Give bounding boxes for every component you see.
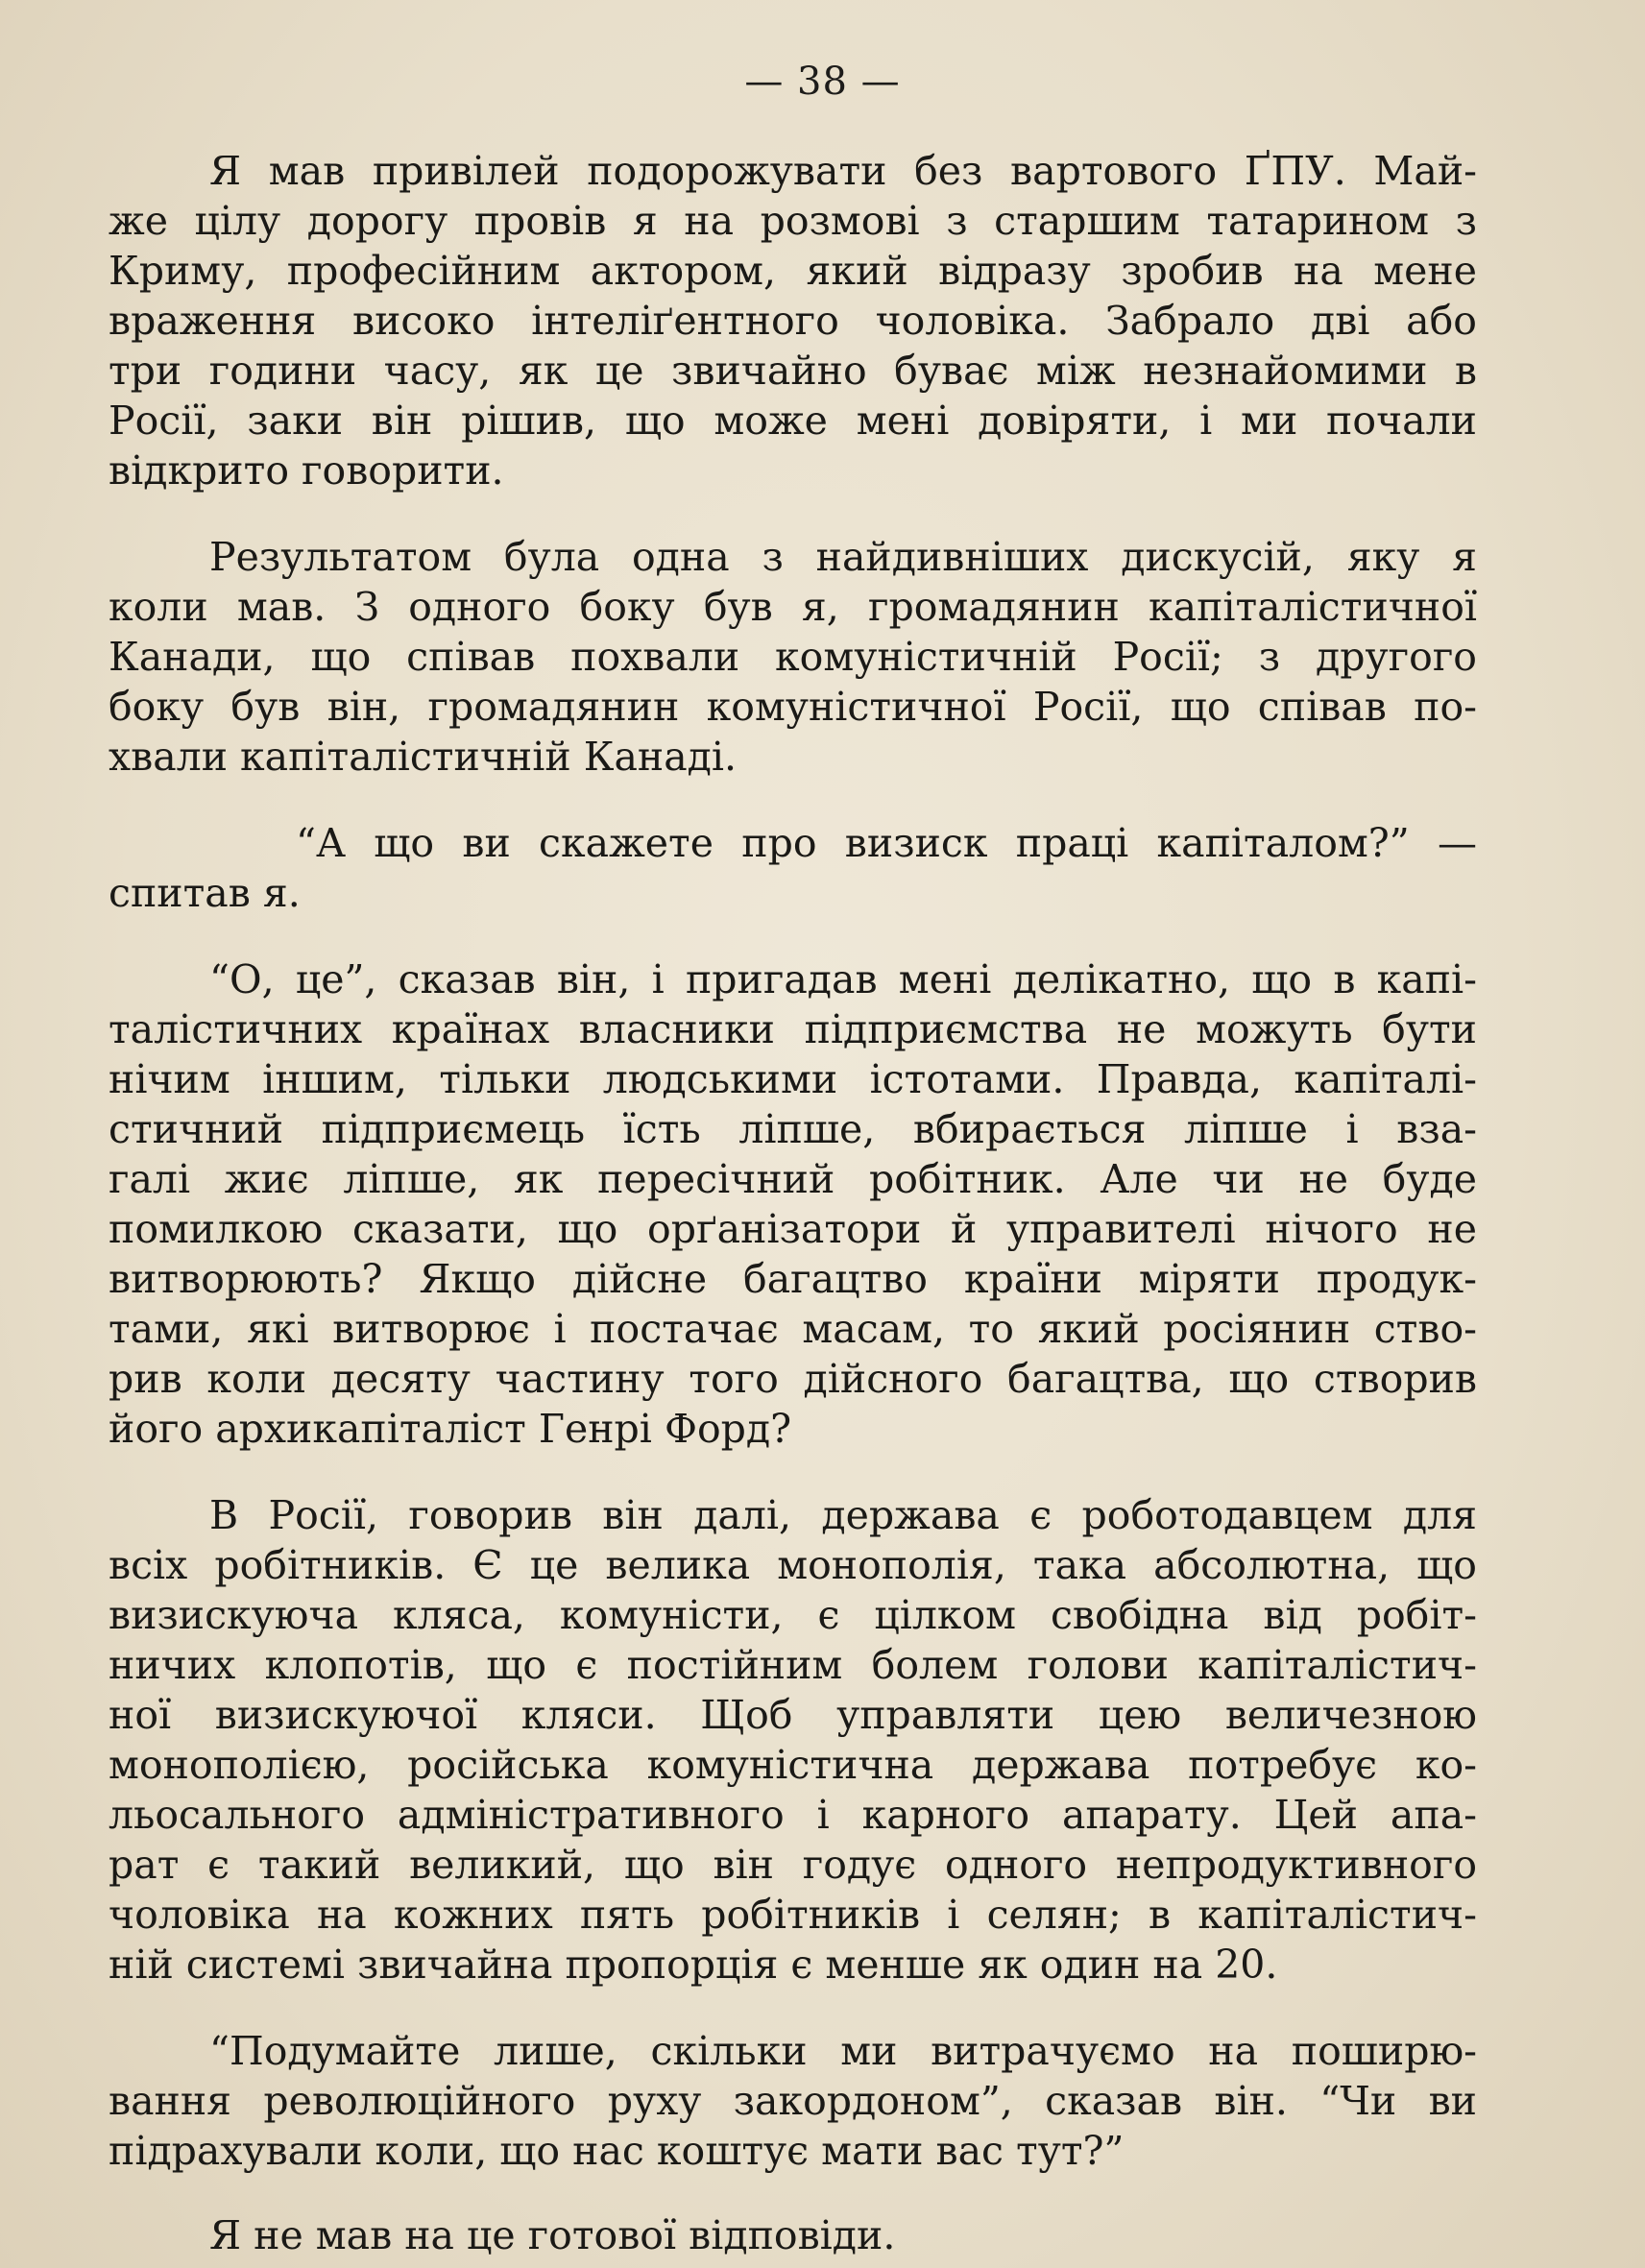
paragraph-4	[109, 954, 1477, 1454]
text-line: ній системі звичайна пропорція є менше як один на 20.	[109, 1942, 1278, 1988]
text-line: помилкою сказати, що орґанізатори й управителі нічого не	[109, 1206, 1477, 1252]
text-line: хвали капіталістичній Канаді.	[109, 734, 738, 780]
text-line: відкрито говорити.	[109, 447, 504, 494]
text-line: враження високо інтеліґентного чоловіка. Забрало дві або	[109, 298, 1477, 344]
paragraph-7	[109, 2210, 1477, 2260]
text-line: Канади, що співав похвали комуністичній Росії; з другого	[109, 634, 1477, 680]
paragraph-1	[109, 146, 1477, 495]
text-line: визискуюча кляса, комуністи, є цілком свобідна від робіт-	[109, 1592, 1477, 1638]
paragraph-5	[109, 1490, 1477, 1990]
text-line: всіх робітників. Є це велика монополія, така абсолютна, що	[109, 1542, 1477, 1588]
text-line: “А що ви скажете про визиск праці капіталом?” —	[296, 820, 1477, 866]
text-line: Криму, професійним актором, який відразу зробив на мене	[109, 248, 1477, 294]
text-line: В Росії, говорив він далі, держава є роботодавцем для	[209, 1492, 1477, 1538]
text-line: витворюють? Якщо дійсне багацтво країни міряти продук-	[109, 1256, 1477, 1302]
text-line: стичний підприємець їсть ліпше, вбирається ліпше і вза-	[109, 1106, 1477, 1152]
paragraph-6	[109, 2026, 1477, 2176]
body-text	[109, 146, 1477, 2268]
text-line: же цілу дорогу провів я на розмові з старшим татарином з	[109, 198, 1477, 244]
page-number: — 38 —	[744, 60, 901, 104]
paragraph-2	[109, 532, 1477, 782]
text-line: “Подумайте лише, скільки ми витрачуємо на поширю-	[209, 2028, 1477, 2074]
text-line: спитав я.	[109, 870, 301, 916]
text-line: підрахували коли, що нас коштує мати вас тут?”	[109, 2128, 1125, 2174]
text-line: коли мав. З одного боку був я, громадянин капіталістичної	[109, 584, 1477, 630]
text-line: ної визискуючої кляси. Щоб управляти цею величезною	[109, 1692, 1477, 1738]
text-line: Я мав привілей подорожувати без вартового ҐПУ. Май-	[209, 148, 1477, 194]
text-line: тами, які витворює і постачає масам, то який росіянин ство-	[109, 1306, 1477, 1352]
text-line: Я не мав на це готової відповіди.	[209, 2212, 896, 2258]
text-line: ничих клопотів, що є постійним болем голови капіталістич-	[109, 1642, 1477, 1688]
text-line: чоловіка на кожних пять робітників і селян; в капіталістич-	[109, 1892, 1477, 1938]
text-line: нічим іншим, тільки людськими істотами. Правда, капіталі-	[109, 1056, 1477, 1102]
text-line: рив коли десяту частину того дійсного багацтва, що створив	[109, 1356, 1477, 1402]
text-line: вання революційного руху закордоном”, сказав він. “Чи ви	[109, 2078, 1477, 2124]
paragraph-3	[109, 818, 1477, 918]
text-line: рат є такий великий, що він годує одного непродуктивного	[109, 1842, 1477, 1888]
text-line: льосального адміністративного і карного апарату. Цей апа-	[109, 1792, 1477, 1838]
text-line: монополією, російська комуністична держава потребує ко-	[109, 1742, 1477, 1788]
text-line: Результатом була одна з найдивніших дискусій, яку я	[209, 534, 1477, 580]
text-line: три години часу, як це звичайно буває між незнайомими в	[109, 348, 1477, 394]
text-line: його архикапіталіст Генрі Форд?	[109, 1406, 792, 1452]
text-line: Росії, заки він рішив, що може мені довіряти, і ми почали	[109, 398, 1477, 444]
text-line: талістичних країнах власники підприємства не можуть бути	[109, 1006, 1477, 1052]
text-line: галі жиє ліпше, як пересічний робітник. Але чи не буде	[109, 1156, 1477, 1202]
text-line: “О, це”, сказав він, і пригадав мені делікатно, що в капі-	[209, 956, 1477, 1002]
text-line: боку був він, громадянин комуністичної Росії, що співав по-	[109, 684, 1477, 730]
